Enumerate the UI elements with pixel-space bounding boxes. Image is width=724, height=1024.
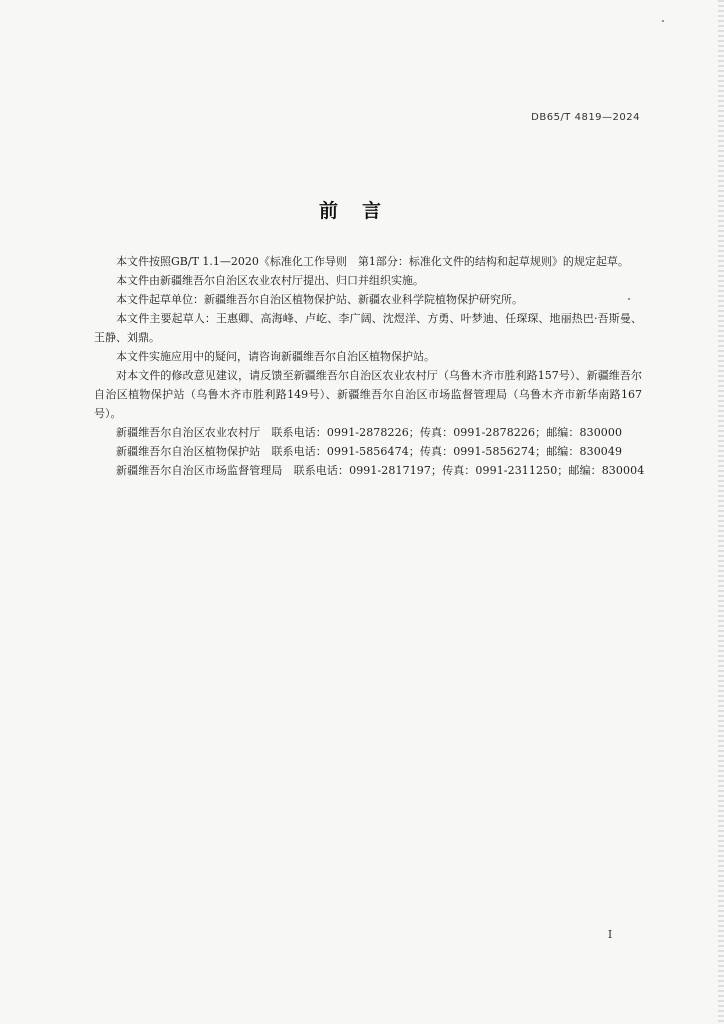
paragraph-inquiry: 本文件实施应用中的疑问，请咨询新疆维吾尔自治区植物保护站。 bbox=[116, 350, 435, 363]
paragraph-drafters: 本文件主要起草人：王惠卿、高海峰、卢屹、李广阔、沈煜洋、方勇、叶梦迪、任琛琛、地丽热巴·吾斯曼、王静、刘鼎。 bbox=[94, 312, 642, 344]
paragraph-proposer: 本文件由新疆维吾尔自治区农业农村厅提出、归口并组织实施。 bbox=[116, 274, 424, 287]
paragraph-drafting-rules: 本文件按照GB/T 1.1—2020《标准化工作导则 第1部分：标准化文件的结构和起草规则》的规定起草。 bbox=[116, 255, 629, 268]
page-number: I bbox=[607, 928, 613, 941]
scan-edge bbox=[718, 0, 724, 1024]
contact-line: 新疆维吾尔自治区植物保护站 联系电话：0991-5856474；传真：0991-5856274；邮编：830049 bbox=[116, 445, 623, 458]
contact-line: 新疆维吾尔自治区农业农村厅 联系电话：0991-2878226；传真：0991-2878226；邮编：830000 bbox=[116, 426, 623, 439]
paragraph-drafting-units: 本文件起草单位：新疆维吾尔自治区植物保护站、新疆农业科学院植物保护研究所。 bbox=[116, 293, 523, 306]
document-code: DB65/T 4819—2024 bbox=[531, 112, 640, 123]
scan-speck bbox=[662, 20, 664, 22]
contact-line: 新疆维吾尔自治区市场监督管理局 联系电话：0991-2817197；传真：0991-2311250；邮编：830004 bbox=[116, 464, 645, 477]
page-title: 前言 bbox=[318, 200, 405, 222]
foreword-body bbox=[94, 252, 645, 480]
scan-speck bbox=[628, 298, 630, 300]
paragraph-feedback: 对本文件的修改意见建议，请反馈至新疆维吾尔自治区农业农村厅（乌鲁木齐市胜利路157号）、新疆维吾尔自治区植物保护站（乌鲁木齐市胜利路149号）、新疆维吾尔自治区市场监督管理局（乌鲁木齐市新华南路167号）。 bbox=[94, 369, 642, 420]
